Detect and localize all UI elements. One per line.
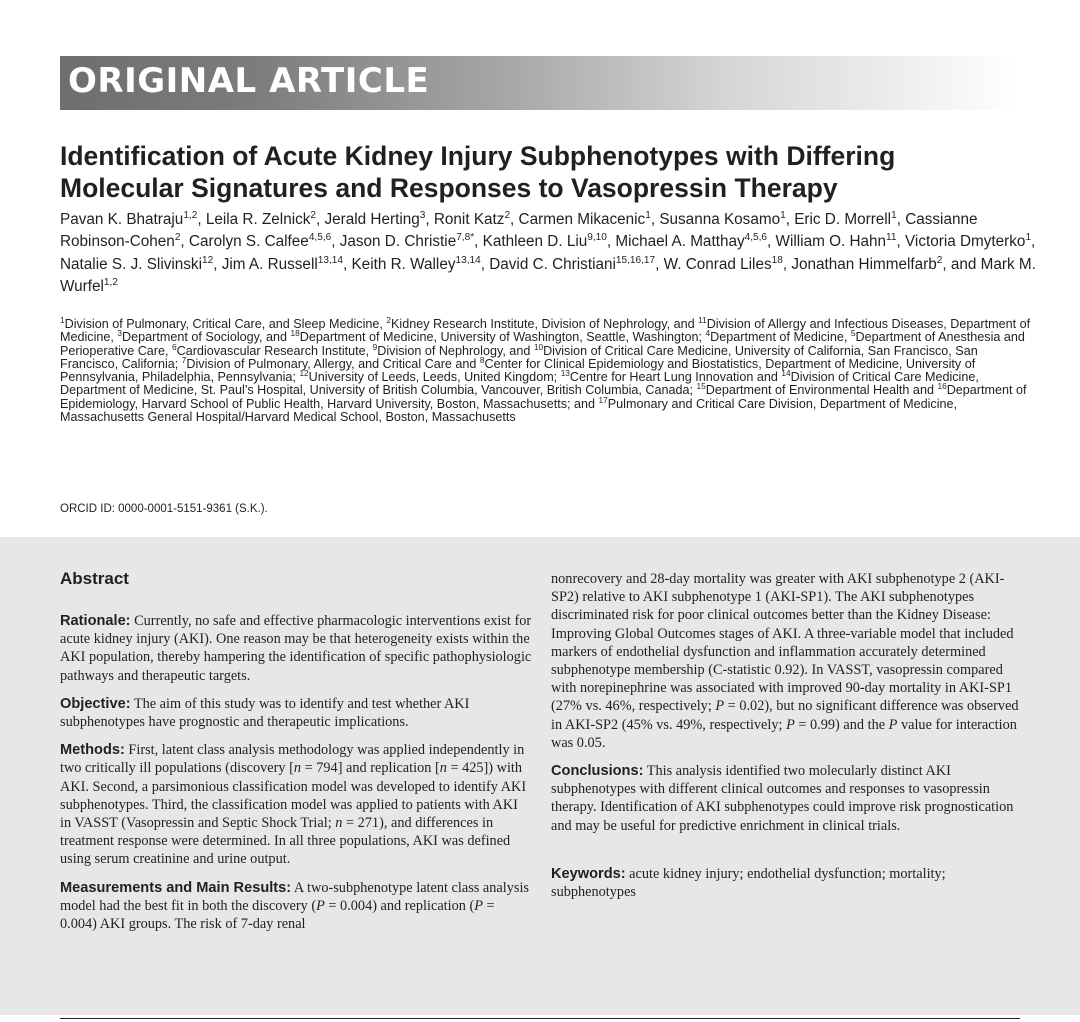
results-paragraph [60, 879, 532, 934]
author-name: Michael A. Matthay [615, 233, 745, 251]
author-affiliation-number: 15,16,17 [615, 254, 656, 266]
article-type-label: ORIGINAL ARTICLE [68, 61, 430, 101]
author-name: Jim A. Russell [221, 255, 318, 273]
author-name: Leila R. Zelnick [205, 211, 311, 228]
affiliation-text: Pulmonary and Critical Care Division, Department of Medicine, Massachusetts General Hospital/Harvard Medical School, Boston, Massachusetts [60, 396, 958, 425]
methods-paragraph [60, 741, 532, 868]
author-affiliation-number: 4,5,6 [308, 232, 332, 244]
author-name: Keith R. Walley [351, 255, 456, 273]
results-text-2: = 0.004) and replication ( [324, 897, 475, 914]
author-name: Eric D. Morrell [794, 211, 892, 228]
methods-n-symbol: n [293, 760, 302, 777]
author-affiliation-number: 13,14 [317, 254, 343, 266]
affiliation-number: 7 [181, 354, 187, 365]
conclusions-paragraph [551, 762, 1029, 835]
p-symbol: P [715, 698, 725, 715]
conclusions-label: Conclusions: [551, 763, 644, 780]
author-affiliation-number: 1 [645, 209, 651, 221]
results-text-7: value for interaction was 0.05. [551, 716, 1017, 751]
author-name: Victoria Dmyterko [905, 233, 1026, 251]
author-name: Pavan K. Bhatraju [60, 211, 184, 228]
title-line-2: Molecular Signatures and Responses to Vasopressin Therapy [60, 173, 838, 203]
affiliation-number: 5 [850, 328, 856, 339]
author-name: W. Conrad Liles [663, 255, 772, 273]
affiliation-number: 11 [698, 314, 707, 325]
article-type-banner [60, 56, 1020, 110]
affiliation-text: Department of Anesthesia and Perioperative Care, [60, 330, 1025, 358]
abstract-column-left [60, 612, 532, 943]
affiliation-text: Department of Sociology, and [122, 330, 291, 345]
author-name: David C. Christiani [489, 255, 616, 273]
affiliation-text: Department of Environmental Health and [705, 383, 938, 398]
author-affiliation-number: 2 [310, 209, 317, 221]
author-affiliation-number: 1 [1025, 232, 1032, 244]
title-line-1: Identification of Acute Kidney Injury Subphenotypes with Differing [60, 141, 896, 171]
objective-text: The aim of this study was to identify and test whether AKI subphenotypes have prognostic and therapeutic implications. [60, 695, 470, 731]
affiliations [60, 314, 1035, 425]
author-affiliation-number: 1 [780, 209, 786, 221]
author-name: Kathleen D. Liu [482, 233, 588, 251]
methods-label: Methods: [60, 742, 125, 759]
conclusions-text: This analysis identified two molecularly distinct AKI subphenotypes with different clinical outcomes and responses to vasopressin therapy. Identification of AKI subphenotypes could improve risk prognostication and may be useful for predictive enrichment in clinical trials. [551, 763, 1014, 834]
affiliation-number: 18 [290, 328, 300, 339]
author-name: and Mark M. Wurfel [60, 255, 1036, 295]
orcid-note: ORCID ID: 0000-0001-5151-9361 (S.K.). [60, 503, 268, 515]
author-name: William O. Hahn [775, 233, 887, 251]
author-affiliation-number: 11 [886, 232, 897, 244]
affiliation-text: Department of Medicine, [710, 330, 851, 345]
author-name: Carmen Mikacenic [518, 211, 646, 228]
affiliation-number: 14 [781, 368, 791, 378]
abstract-heading: Abstract [60, 569, 129, 588]
author-name: Susanna Kosamo [659, 211, 781, 228]
affiliation-number: 12 [299, 368, 309, 378]
author-affiliation-number: 1,2 [183, 209, 198, 221]
affiliation-text: Department of Epidemiology, Harvard School of Public Health, Harvard University, Boston, Massachusetts; and [60, 383, 1027, 411]
bottom-divider [60, 1018, 1020, 1019]
author-name: Cassianne Robinson-Cohen [60, 211, 978, 251]
affiliation-number: 4 [705, 328, 711, 339]
affiliation-number: 13 [560, 368, 570, 378]
author-affiliation-number: 18 [771, 254, 783, 266]
author-affiliation-number: 4,5,6 [744, 232, 768, 244]
article-title [60, 140, 1050, 204]
author-name: Jonathan Himmelfarb [791, 255, 937, 273]
affiliation-number: 10 [533, 341, 544, 352]
author-affiliation-number: 2 [936, 254, 943, 266]
affiliation-text: Division of Critical Care Medicine, Department of Medicine, St. Paul’s Hospital, University of British Columbia, Vancouver, British Columbia, Canada; [60, 370, 979, 398]
affiliation-text: Department of Medicine, University of Washington, Seattle, Washington; [299, 330, 706, 345]
keywords-text: acute kidney injury; endothelial dysfunction; mortality; subphenotypes [551, 865, 946, 901]
p-symbol: P [888, 716, 898, 733]
keywords-label: Keywords: [551, 865, 626, 882]
affiliation-number: 9 [372, 341, 378, 352]
affiliation-number: 1 [60, 314, 65, 325]
author-name: Carolyn S. Calfee [188, 233, 309, 251]
methods-text-4: = 271), and differences in treatment response were determined. In all three populations, AKI was defined using serum creatinine and urine output. [60, 815, 511, 868]
rationale-text: Currently, no safe and effective pharmacologic interventions exist for acute kidney injury (AKI). One reason may be that heterogeneity exists within the AKI population, thereby hampering the identification of specific pathophysiologic pathways and therapeutic targets. [60, 613, 532, 684]
results-text-4: nonrecovery and 28-day mortality was greater with AKI subphenotype 2 (AKI-SP2) relative to AKI subphenotype 1 (AKI-SP1). The AKI subphenotypes discriminated risk for poor clinical outcomes better than the Kidney Disease: Improving Global Outcomes stages of AKI. A three-variable model that included markers of endothelial dysfunction and inflammation accurately determined subphenotype membership (C-statistic 0.92). In VASST, vasopressin compared with norepinephrine was associated with improved 90-day mortality in AKI-SP1 (27% vs. 46%, respectively; [551, 571, 1014, 715]
keywords-paragraph [551, 865, 1029, 901]
methods-text-2: = 794] and replication [ [301, 760, 440, 777]
methods-text-1: First, latent class analysis methodology was applied independently in two critically ill populations (discovery [ [60, 742, 525, 777]
author-affiliation-number: 1 [891, 209, 897, 221]
results-text-6: = 0.99) and the [794, 716, 889, 733]
affiliation-text: Division of Allergy and Infectious Diseases, Department of Medicine, [60, 317, 1031, 345]
author-name: Jason D. Christie [339, 233, 457, 251]
abstract-column-right [551, 570, 1029, 901]
results-text-3: = 0.004) AKI groups. The risk of 7-day renal [60, 897, 495, 933]
p-symbol: P [316, 897, 325, 914]
affiliation-number: 15 [696, 381, 706, 392]
author-list: Pavan K. Bhatraju$^{1,2}$, Leila R. Zelnick$^2$, Jerald Herting$^3$, Ronit Katz$^2$, Carmen Mikacenic$^1$, Susanna Kosamo$^1$, Eric D. Morrell$^1$, Cassianne Robinson-Cohen$^2$, Carolyn S. Calfee$^{4,5,6}$, Jason D. Christie$^{7,8*}$, Kathleen D. Liu$^{9,10}$, Michael A. Matthay$^{4,5,6}$, William O. Hahn$^{11}$, Victoria Dmyterko$^1$, Natalie S. J. Slivinski$^{12}$, Jim A. Russell$^{13,14}$, Keith R. Walley$^{13,14}$, David C. Christiani$^{15,16,17}$, W. Conrad Liles$^{18}$, Jonathan Himmelfarb$^2$, and Mark M. Wurfel$^{1,2}$ [60, 209, 1036, 295]
results-text-5: = 0.02), but no significant difference was observed in AKI-SP2 (45% vs. 49%, respectively; [551, 698, 1019, 733]
affiliation-text: Division of Pulmonary, Critical Care, and Sleep Medicine, [64, 317, 387, 331]
rationale-label: Rationale: [60, 613, 131, 629]
author-affiliation-number: 12 [201, 254, 214, 266]
affiliation-text: Centre for Heart Lung Innovation and [569, 370, 782, 385]
affiliation-text: University of Leeds, Leeds, United Kingdom; [308, 370, 561, 385]
affiliation-text: Division of Pulmonary, Allergy, and Critical Care and [186, 356, 480, 371]
p-symbol: P [474, 897, 483, 914]
affiliation-text: Cardiovascular Research Institute, [176, 343, 373, 358]
methods-text-3: = 425]) with AKI. Second, a parsimonious classification model was developed to identify AKI subphenotypes. Third, the classification model was applied to patients with AKI in VASST (Vasopressin and Septic Shock Trial; [60, 760, 527, 832]
affiliation-number: 16 [937, 381, 947, 392]
affiliation-text: Center for Clinical Epidemiology and Biostatistics, Department of Medicine, University of Pennsylvania, Philadelphia, Pennsylvania; [60, 356, 976, 385]
author-name: Ronit Katz [433, 211, 505, 228]
author-affiliation-number: 13,14 [455, 254, 481, 266]
objective-label: Objective: [60, 695, 131, 712]
author-affiliation-number: 9,10 [587, 232, 607, 244]
rationale-paragraph [60, 612, 532, 685]
author-affiliation-number: 7,8* [456, 232, 475, 244]
affiliation-number: 17 [598, 394, 608, 405]
author-affiliation-number: 3 [419, 209, 426, 221]
results-label: Measurements and Main Results: [60, 879, 292, 896]
affiliation-number: 3 [117, 328, 123, 339]
methods-n-symbol: n [335, 815, 343, 832]
methods-n-symbol: n [439, 760, 447, 777]
author-affiliation-number: 2 [174, 232, 181, 244]
author-name: Jerald Herting [324, 211, 420, 228]
affiliation-number: 6 [172, 341, 177, 352]
results-text-1: A two-subphenotype latent class analysis model had the best fit in both the discovery ( [60, 879, 529, 914]
affiliation-number: 8 [479, 354, 485, 365]
affiliation-text: Kidney Research Institute, Division of Nephrology, and [391, 317, 699, 331]
author-affiliation-number: 2 [504, 209, 511, 221]
affiliation-number: 2 [386, 314, 391, 325]
objective-paragraph [60, 695, 532, 731]
results-continued-paragraph [551, 570, 1029, 752]
author-affiliation-number: 1,2 [103, 276, 118, 288]
affiliation-text: Division of Critical Care Medicine, University of California, San Francisco, San Francisco, California; [60, 343, 978, 371]
author-name: Natalie S. J. Slivinski [60, 255, 202, 273]
p-symbol: P [786, 716, 795, 733]
affiliation-text: Division of Nephrology, and [377, 343, 534, 358]
